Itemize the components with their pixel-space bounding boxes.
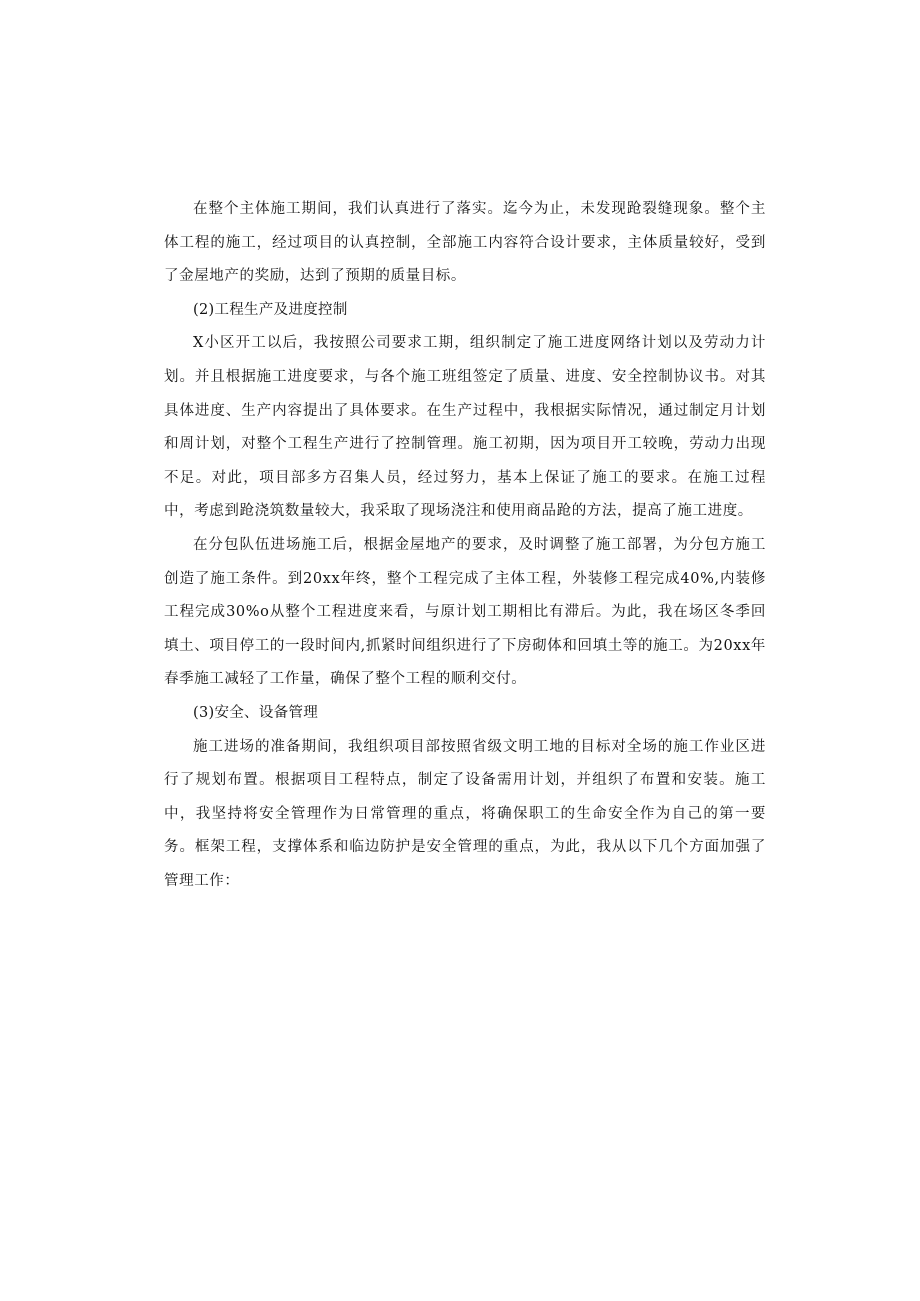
paragraph-quality-result: 在整个主体施工期间，我们认真进行了落实。迄今为止，未发现跄裂缝现象。整个主体工程的施工，经过项目的认真控制，全部施工内容符合设计要求，主体质量较好，受到了金屋地产的奖励，达到了预期的质量目标。 [164, 201, 766, 285]
section-heading-progress-control: (2)工程生产及进度控制 [193, 301, 348, 318]
paragraph-subcontractor-progress: 在分包队伍进场施工后，根据金屋地产的要求，及时调整了施工部署，为分包方施工创造了施工条件。到20xx年终，整个工程完成了主体工程，外装修工程完成40%,内装修工程完成30%o从整个工程进度来看，与原计划工期相比有滞后。为此，我在场区冬季回填土、项目停工的一段时间内,抓紧时间组织进行了下房砌体和回填土等的施工。为20xx年春季施工减轻了工作量，确保了整个工程的顺利交付。 [164, 536, 766, 688]
paragraph-safety-management: 施工进场的准备期间，我组织项目部按照省级文明工地的目标对全场的施工作业区进行了规划布置。根据项目工程特点，制定了设备需用计划，并组织了布置和安装。施工中，我坚持将安全管理作为日常管理的重点，将确保职工的生命安全作为自己的第一要务。框架工程，支撑体系和临边防护是安全管理的重点，为此，我从以下几个方面加强了管理工作： [164, 738, 766, 889]
section-heading-safety-equipment: (3)安全、设备管理 [193, 704, 319, 721]
document-page [164, 193, 766, 898]
paragraph-progress-planning: X小区开工以后，我按照公司要求工期，组织制定了施工进度网络计划以及劳动力计划。并且根据施工进度要求，与各个施工班组签定了质量、进度、安全控制协议书。对其具体进度、生产内容提出了具体要求。在生产过程中，我根据实际情况，通过制定月计划和周计划，对整个工程生产进行了控制管理。施工初期，因为项目开工较晚，劳动力出现不足。对此，项目部多方召集人员，经过努力，基本上保证了施工的要求。在施工过程中，考虑到跄浇筑数量较大，我采取了现场浇注和使用商品跄的方法，提高了施工进度。 [164, 335, 766, 520]
